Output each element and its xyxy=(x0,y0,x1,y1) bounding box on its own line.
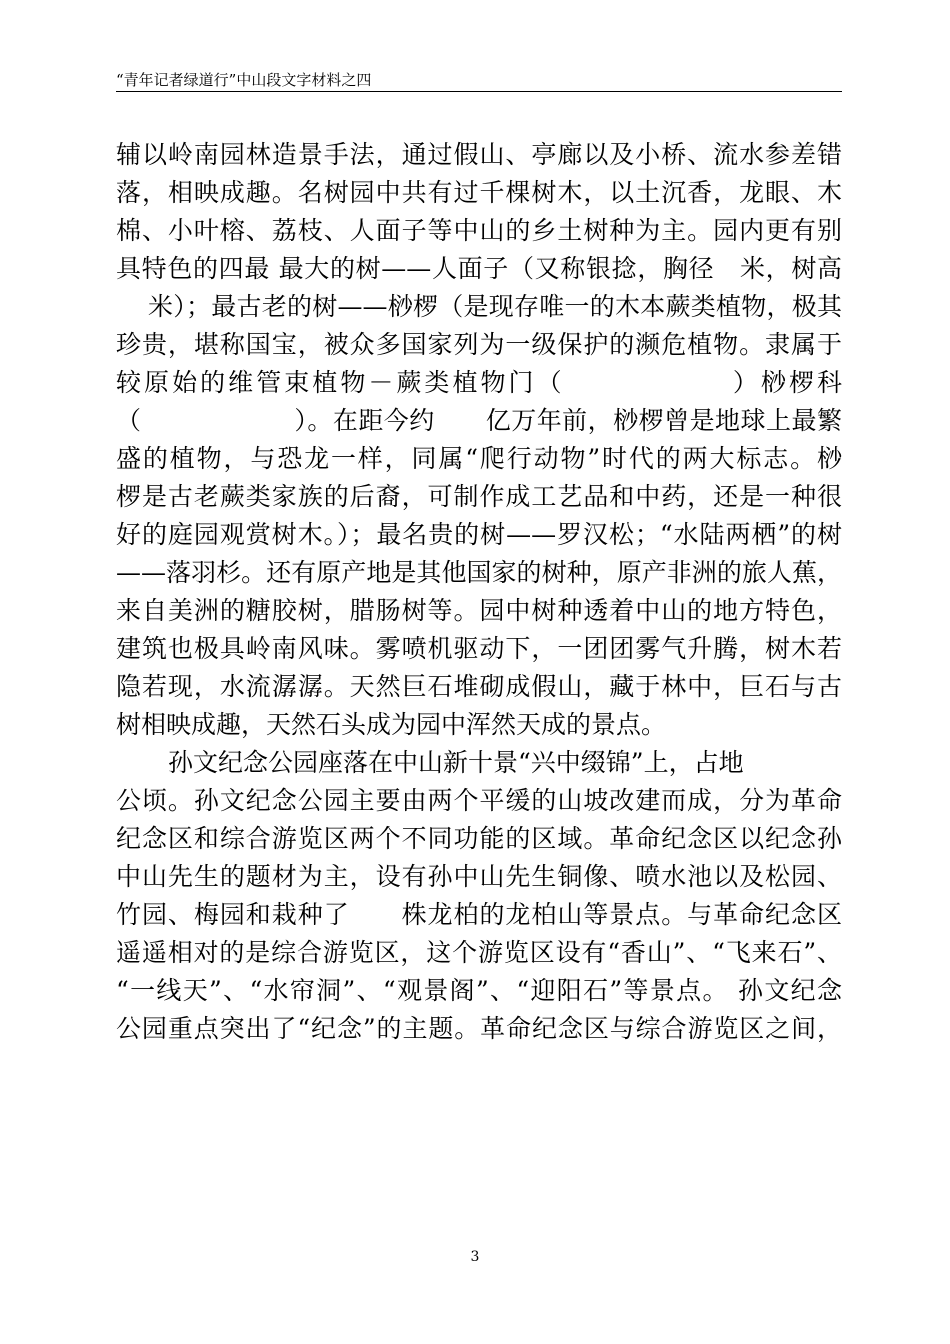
document-body xyxy=(116,136,842,1048)
text-line: 纪念区和综合游览区两个不同功能的区域。革命纪念区以纪念孙 xyxy=(116,824,842,853)
text-line: 辅以岭南园林造景手法，通过假山、亭廊以及小桥、流水参差错 xyxy=(116,140,842,169)
text-line: 珍贵，堪称国宝，被众多国家列为一级保护的濒危植物。隶属于 xyxy=(116,330,842,359)
text-line: 好的庭园观赏树木。）；最名贵的树——罗汉松；“水陆两栖”的树 xyxy=(116,520,842,549)
text-line: 树相映成趣，天然石头成为园中浑然天成的景点。 xyxy=(116,710,667,739)
paragraph-start-line: 孙文纪念公园座落在中山新十景“兴中缀锦”上，占地 xyxy=(168,748,744,777)
text-line: 棉、小叶榕、荔枝、人面子等中山的乡土树种为主。园内更有别 xyxy=(116,216,842,245)
text-line: “一线天”、“水帘洞”、“观景阁”、“迎阳石”等景点。 孙文纪念 xyxy=(116,976,842,1005)
text-line: 米）；最古老的树——桫椤（是现存唯一的木本蕨类植物，极其 xyxy=(148,292,842,321)
text-line: 遥遥相对的是综合游览区，这个游览区设有“香山”、“飞来石”、 xyxy=(116,938,842,967)
text-line: 公园重点突出了“纪念”的主题。革命纪念区与综合游览区之间， xyxy=(116,1014,842,1043)
text-line: （ ）。在距今约 亿万年前，桫椤曾是地球上最繁 xyxy=(116,406,842,435)
text-line: 较原始的维管束植物－蕨类植物门（ ）桫椤科 xyxy=(116,368,842,397)
text-line: ——落羽杉。还有原产地是其他国家的树种，原产非洲的旅人蕉， xyxy=(116,558,842,587)
header-rule xyxy=(116,91,842,92)
text-line: 隐若现，水流潺潺。天然巨石堆砌成假山，藏于林中，巨石与古 xyxy=(116,672,842,701)
text-line: 竹园、梅园和栽种了 株龙柏的龙柏山等景点。与革命纪念区 xyxy=(116,900,842,929)
text-line: 公顷。孙文纪念公园主要由两个平缓的山坡改建而成，分为革命 xyxy=(116,786,842,815)
text-line: 来自美洲的糖胶树，腊肠树等。园中树种透着中山的地方特色， xyxy=(116,596,842,625)
text-line: 椤是古老蕨类家族的后裔，可制作成工艺品和中药，还是一种很 xyxy=(116,482,842,511)
running-header: “青年记者绿道行”中山段文字材料之四 xyxy=(116,71,372,89)
text-line: 落，相映成趣。名树园中共有过千棵树木，以土沉香，龙眼、木 xyxy=(116,178,842,207)
page-number: 3 xyxy=(470,1249,480,1265)
text-line: 建筑也极具岭南风味。雾喷机驱动下，一团团雾气升腾，树木若 xyxy=(116,634,842,663)
text-line: 盛的植物，与恐龙一样，同属“爬行动物”时代的两大标志。桫 xyxy=(116,444,842,473)
text-line: 具特色的四最 最大的树——人面子（又称银捻，胸径 米，树高 xyxy=(116,254,842,283)
text-line: 中山先生的题材为主，设有孙中山先生铜像、喷水池以及松园、 xyxy=(116,862,842,891)
